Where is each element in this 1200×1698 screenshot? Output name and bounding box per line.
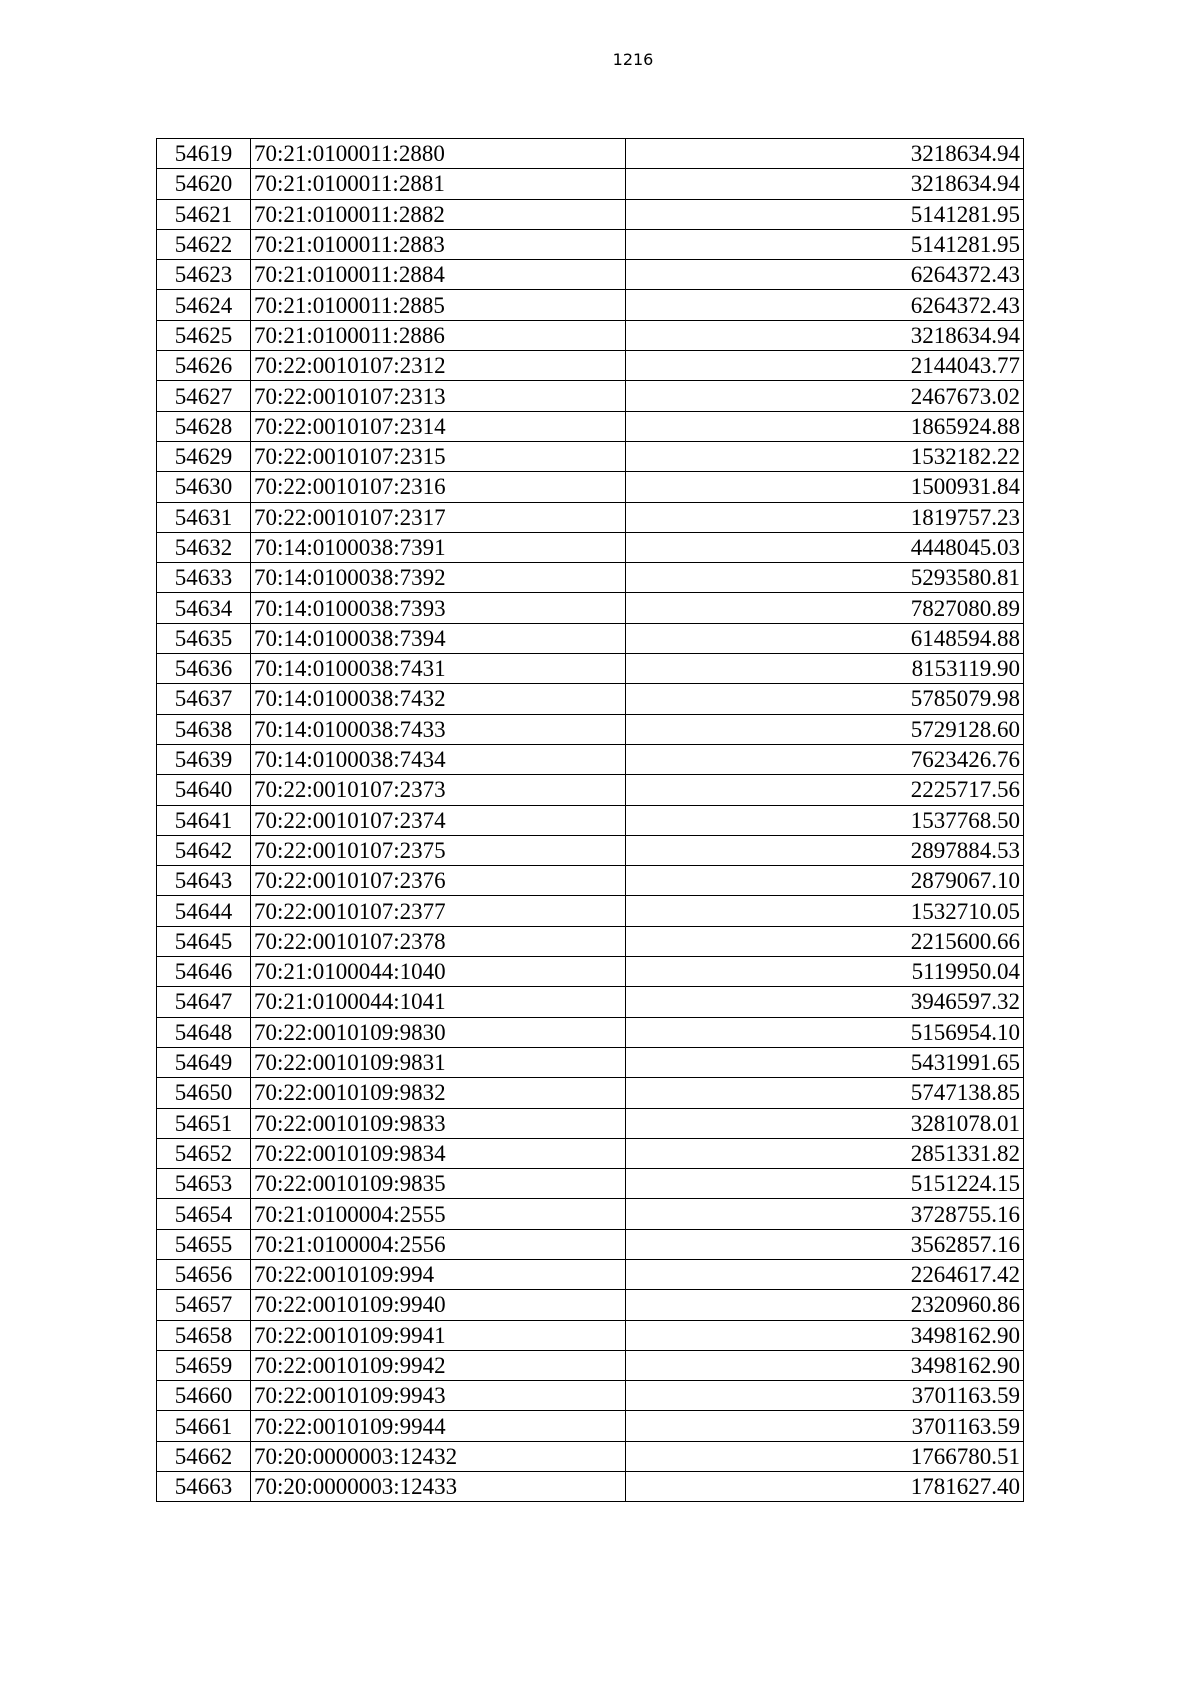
table-row	[157, 987, 1024, 1017]
table-row	[157, 441, 1024, 471]
row-number-cell: 54645	[157, 926, 251, 956]
cadastral-number-cell: 70:14:0100038:7432	[251, 684, 626, 714]
row-number-cell: 54651	[157, 1108, 251, 1138]
cadastral-value-cell: 2467673.02	[626, 381, 1024, 411]
cadastral-value-cell: 6148594.88	[626, 623, 1024, 653]
cadastral-value-cell: 2225717.56	[626, 775, 1024, 805]
row-number-cell: 54643	[157, 866, 251, 896]
row-number-cell: 54640	[157, 775, 251, 805]
cadastral-value-cell: 5747138.85	[626, 1078, 1024, 1108]
cadastral-value-cell: 6264372.43	[626, 260, 1024, 290]
cadastral-value-cell: 5151224.15	[626, 1169, 1024, 1199]
table-row	[157, 260, 1024, 290]
cadastral-value-cell: 3218634.94	[626, 169, 1024, 199]
row-number-cell: 54623	[157, 260, 251, 290]
page-number: 1216	[612, 50, 654, 69]
cadastral-number-cell: 70:22:0010109:9943	[251, 1381, 626, 1411]
table-row	[157, 744, 1024, 774]
cadastral-number-cell: 70:22:0010107:2315	[251, 441, 626, 471]
cadastral-value-cell: 2879067.10	[626, 866, 1024, 896]
cadastral-value-cell: 1537768.50	[626, 805, 1024, 835]
table-row	[157, 896, 1024, 926]
cadastral-number-cell: 70:22:0010109:9834	[251, 1138, 626, 1168]
row-number-cell: 54648	[157, 1017, 251, 1047]
cadastral-value-table	[156, 138, 1024, 1502]
table-row	[157, 1441, 1024, 1471]
cadastral-value-cell: 3701163.59	[626, 1411, 1024, 1441]
table-row	[157, 684, 1024, 714]
table-row	[157, 502, 1024, 532]
cadastral-value-cell: 2144043.77	[626, 351, 1024, 381]
cadastral-value-cell: 3218634.94	[626, 139, 1024, 169]
table-row	[157, 1381, 1024, 1411]
cadastral-number-cell: 70:21:0100044:1041	[251, 987, 626, 1017]
cadastral-number-cell: 70:22:0010107:2376	[251, 866, 626, 896]
row-number-cell: 54633	[157, 563, 251, 593]
cadastral-number-cell: 70:21:0100011:2886	[251, 320, 626, 350]
cadastral-value-cell: 3701163.59	[626, 1381, 1024, 1411]
cadastral-value-cell: 3946597.32	[626, 987, 1024, 1017]
table-row	[157, 1047, 1024, 1077]
cadastral-number-cell: 70:14:0100038:7431	[251, 654, 626, 684]
cadastral-value-cell: 1781627.40	[626, 1472, 1024, 1502]
table-row	[157, 623, 1024, 653]
table-row	[157, 1472, 1024, 1502]
cadastral-number-cell: 70:14:0100038:7392	[251, 563, 626, 593]
row-number-cell: 54659	[157, 1350, 251, 1380]
cadastral-number-cell: 70:14:0100038:7393	[251, 593, 626, 623]
table-row	[157, 229, 1024, 259]
row-number-cell: 54627	[157, 381, 251, 411]
cadastral-number-cell: 70:22:0010109:9944	[251, 1411, 626, 1441]
cadastral-number-cell: 70:22:0010109:9941	[251, 1320, 626, 1350]
row-number-cell: 54634	[157, 593, 251, 623]
cadastral-value-cell: 1532182.22	[626, 441, 1024, 471]
cadastral-number-cell: 70:22:0010109:9831	[251, 1047, 626, 1077]
cadastral-value-cell: 5156954.10	[626, 1017, 1024, 1047]
table-row	[157, 835, 1024, 865]
row-number-cell: 54660	[157, 1381, 251, 1411]
cadastral-value-cell: 3498162.90	[626, 1350, 1024, 1380]
cadastral-number-cell: 70:22:0010109:9835	[251, 1169, 626, 1199]
cadastral-number-cell: 70:22:0010107:2314	[251, 411, 626, 441]
row-number-cell: 54625	[157, 320, 251, 350]
cadastral-value-cell: 3498162.90	[626, 1320, 1024, 1350]
table-row	[157, 1229, 1024, 1259]
cadastral-number-cell: 70:22:0010107:2377	[251, 896, 626, 926]
table-row	[157, 1199, 1024, 1229]
table-row	[157, 926, 1024, 956]
row-number-cell: 54629	[157, 441, 251, 471]
cadastral-number-cell: 70:22:0010107:2317	[251, 502, 626, 532]
cadastral-value-cell: 3281078.01	[626, 1108, 1024, 1138]
cadastral-value-cell: 5119950.04	[626, 957, 1024, 987]
cadastral-value-cell: 2897884.53	[626, 835, 1024, 865]
cadastral-value-cell: 5431991.65	[626, 1047, 1024, 1077]
cadastral-value-cell: 1819757.23	[626, 502, 1024, 532]
row-number-cell: 54631	[157, 502, 251, 532]
cadastral-number-cell: 70:22:0010107:2373	[251, 775, 626, 805]
cadastral-value-cell: 5785079.98	[626, 684, 1024, 714]
cadastral-number-cell: 70:20:0000003:12432	[251, 1441, 626, 1471]
table-row	[157, 1169, 1024, 1199]
table-row	[157, 1259, 1024, 1289]
row-number-cell: 54655	[157, 1229, 251, 1259]
cadastral-number-cell: 70:22:0010109:994	[251, 1259, 626, 1289]
table-row	[157, 563, 1024, 593]
table-row	[157, 1290, 1024, 1320]
cadastral-value-cell: 6264372.43	[626, 290, 1024, 320]
cadastral-value-cell: 5141281.95	[626, 229, 1024, 259]
table-row	[157, 654, 1024, 684]
cadastral-number-cell: 70:21:0100044:1040	[251, 957, 626, 987]
table-row	[157, 320, 1024, 350]
table-row	[157, 775, 1024, 805]
row-number-cell: 54637	[157, 684, 251, 714]
row-number-cell: 54626	[157, 351, 251, 381]
row-number-cell: 54644	[157, 896, 251, 926]
cadastral-value-cell: 3728755.16	[626, 1199, 1024, 1229]
cadastral-number-cell: 70:14:0100038:7391	[251, 532, 626, 562]
row-number-cell: 54638	[157, 714, 251, 744]
table-row	[157, 1138, 1024, 1168]
cadastral-value-cell: 4448045.03	[626, 532, 1024, 562]
row-number-cell: 54661	[157, 1411, 251, 1441]
table-row	[157, 139, 1024, 169]
cadastral-value-cell: 1500931.84	[626, 472, 1024, 502]
cadastral-value-cell: 8153119.90	[626, 654, 1024, 684]
row-number-cell: 54646	[157, 957, 251, 987]
row-number-cell: 54650	[157, 1078, 251, 1108]
row-number-cell: 54639	[157, 744, 251, 774]
cadastral-value-cell: 2320960.86	[626, 1290, 1024, 1320]
row-number-cell: 54641	[157, 805, 251, 835]
table-row	[157, 957, 1024, 987]
row-number-cell: 54662	[157, 1441, 251, 1471]
cadastral-number-cell: 70:21:0100011:2882	[251, 199, 626, 229]
table-row	[157, 1320, 1024, 1350]
cadastral-number-cell: 70:22:0010109:9940	[251, 1290, 626, 1320]
row-number-cell: 54663	[157, 1472, 251, 1502]
cadastral-value-cell: 2851331.82	[626, 1138, 1024, 1168]
cadastral-number-cell: 70:22:0010109:9832	[251, 1078, 626, 1108]
table-row	[157, 411, 1024, 441]
table-row	[157, 866, 1024, 896]
cadastral-number-cell: 70:20:0000003:12433	[251, 1472, 626, 1502]
cadastral-value-cell: 7623426.76	[626, 744, 1024, 774]
table-row	[157, 169, 1024, 199]
table-body	[157, 139, 1024, 1502]
cadastral-value-cell: 3218634.94	[626, 320, 1024, 350]
table-row	[157, 714, 1024, 744]
row-number-cell: 54622	[157, 229, 251, 259]
cadastral-number-cell: 70:14:0100038:7394	[251, 623, 626, 653]
cadastral-number-cell: 70:21:0100011:2884	[251, 260, 626, 290]
cadastral-number-cell: 70:22:0010107:2375	[251, 835, 626, 865]
cadastral-value-cell: 1766780.51	[626, 1441, 1024, 1471]
row-number-cell: 54619	[157, 139, 251, 169]
cadastral-value-cell: 2215600.66	[626, 926, 1024, 956]
cadastral-number-cell: 70:22:0010109:9830	[251, 1017, 626, 1047]
table-row	[157, 381, 1024, 411]
row-number-cell: 54658	[157, 1320, 251, 1350]
row-number-cell: 54636	[157, 654, 251, 684]
row-number-cell: 54653	[157, 1169, 251, 1199]
row-number-cell: 54649	[157, 1047, 251, 1077]
cadastral-value-cell: 2264617.42	[626, 1259, 1024, 1289]
cadastral-number-cell: 70:22:0010107:2312	[251, 351, 626, 381]
cadastral-number-cell: 70:14:0100038:7433	[251, 714, 626, 744]
cadastral-number-cell: 70:22:0010107:2316	[251, 472, 626, 502]
table-row	[157, 351, 1024, 381]
table-row	[157, 1108, 1024, 1138]
row-number-cell: 54632	[157, 532, 251, 562]
cadastral-number-cell: 70:21:0100004:2555	[251, 1199, 626, 1229]
row-number-cell: 54628	[157, 411, 251, 441]
cadastral-number-cell: 70:22:0010107:2374	[251, 805, 626, 835]
cadastral-value-cell: 1865924.88	[626, 411, 1024, 441]
cadastral-value-cell: 3562857.16	[626, 1229, 1024, 1259]
cadastral-number-cell: 70:14:0100038:7434	[251, 744, 626, 774]
table-row	[157, 1350, 1024, 1380]
table-row	[157, 1411, 1024, 1441]
cadastral-number-cell: 70:22:0010109:9942	[251, 1350, 626, 1380]
cadastral-value-cell: 5141281.95	[626, 199, 1024, 229]
cadastral-number-cell: 70:21:0100004:2556	[251, 1229, 626, 1259]
cadastral-number-cell: 70:22:0010109:9833	[251, 1108, 626, 1138]
cadastral-value-cell: 5293580.81	[626, 563, 1024, 593]
row-number-cell: 54652	[157, 1138, 251, 1168]
table-row	[157, 290, 1024, 320]
row-number-cell: 54656	[157, 1259, 251, 1289]
row-number-cell: 54620	[157, 169, 251, 199]
row-number-cell: 54647	[157, 987, 251, 1017]
row-number-cell: 54635	[157, 623, 251, 653]
cadastral-number-cell: 70:21:0100011:2880	[251, 139, 626, 169]
row-number-cell: 54621	[157, 199, 251, 229]
cadastral-number-cell: 70:21:0100011:2885	[251, 290, 626, 320]
table-row	[157, 1078, 1024, 1108]
table-row	[157, 805, 1024, 835]
cadastral-number-cell: 70:21:0100011:2881	[251, 169, 626, 199]
row-number-cell: 54630	[157, 472, 251, 502]
cadastral-value-cell: 5729128.60	[626, 714, 1024, 744]
cadastral-value-cell: 1532710.05	[626, 896, 1024, 926]
table-row	[157, 593, 1024, 623]
table-row	[157, 532, 1024, 562]
row-number-cell: 54654	[157, 1199, 251, 1229]
row-number-cell: 54642	[157, 835, 251, 865]
cadastral-number-cell: 70:22:0010107:2313	[251, 381, 626, 411]
table-row	[157, 199, 1024, 229]
table-row	[157, 472, 1024, 502]
cadastral-value-cell: 7827080.89	[626, 593, 1024, 623]
cadastral-number-cell: 70:22:0010107:2378	[251, 926, 626, 956]
row-number-cell: 54624	[157, 290, 251, 320]
table-row	[157, 1017, 1024, 1047]
row-number-cell: 54657	[157, 1290, 251, 1320]
cadastral-number-cell: 70:21:0100011:2883	[251, 229, 626, 259]
